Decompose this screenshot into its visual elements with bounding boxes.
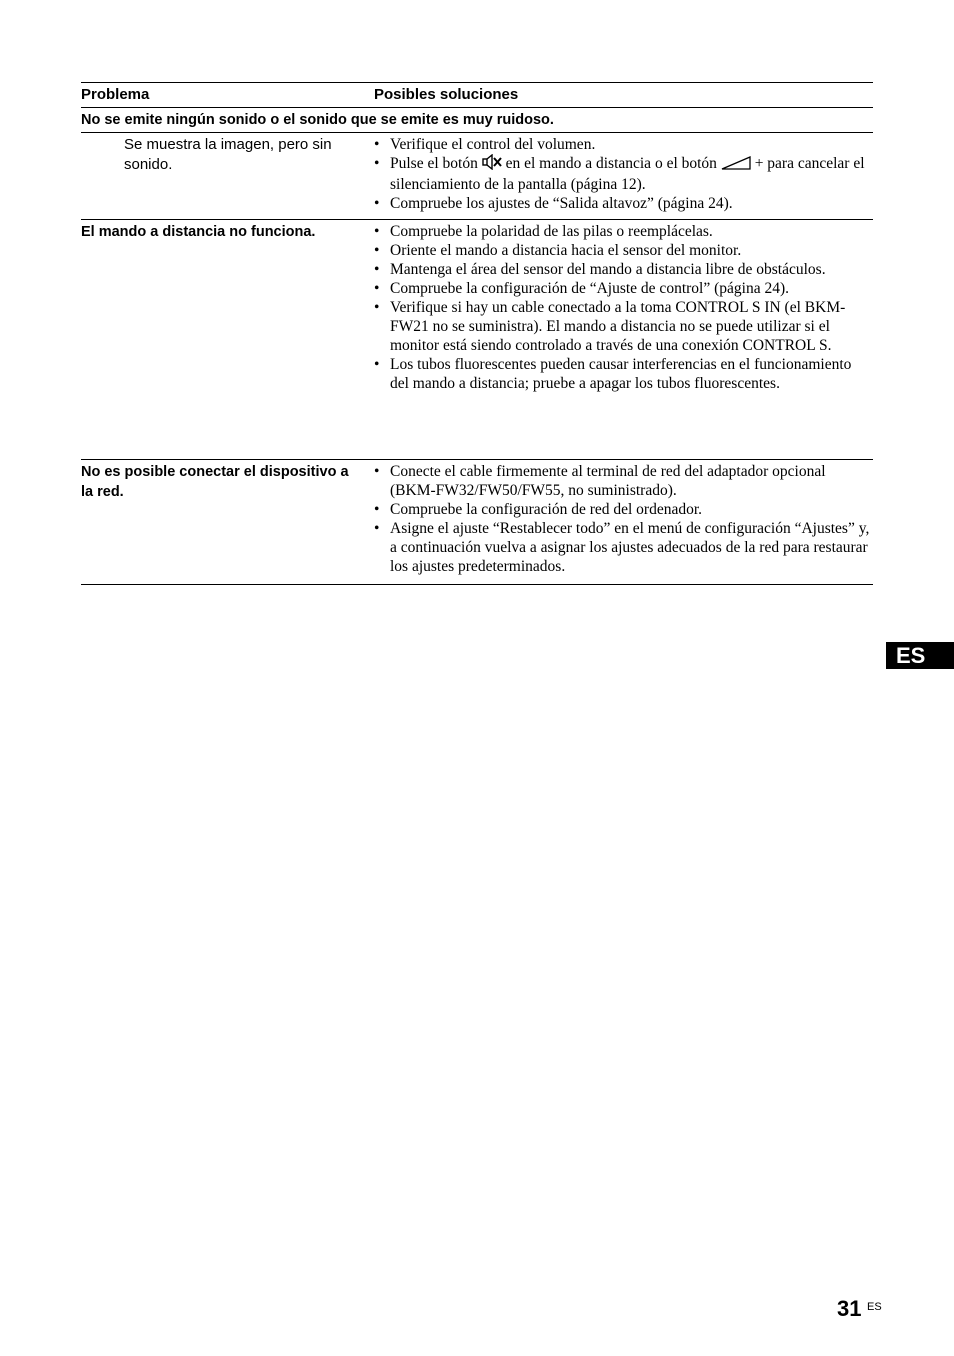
solution-item: • Compruebe la polaridad de las pilas o reemplácelas. [374, 222, 873, 241]
table-row [81, 460, 873, 584]
problem-cell: Se muestra la imagen, pero sin sonido. [124, 136, 332, 173]
page-language: ES [867, 1301, 882, 1313]
solution-text: Pulse el botón [390, 155, 478, 172]
problem-cell: No es posible conectar el dispositivo a la red. [81, 464, 349, 500]
volume-icon [721, 156, 751, 175]
language-tab: ES [886, 642, 954, 669]
mute-icon [482, 154, 502, 175]
solutions-list [374, 135, 873, 213]
table-row [81, 220, 873, 459]
table-rule-bottom [81, 584, 873, 585]
solutions-list [374, 462, 873, 576]
solution-item: • Compruebe la configuración de red del ordenador. [374, 500, 873, 519]
solution-item: • Verifique el control del volumen. [374, 135, 873, 154]
troubleshooting-table [81, 82, 873, 585]
solution-item: • Mantenga el área del sensor del mando a distancia libre de obstáculos. [374, 260, 873, 279]
solution-item: • Conecte el cable firmemente al terminal de red del adaptador opcional (BKM-FW32/FW50/FW55, no suministrado). [374, 462, 873, 500]
page-number: 31 [837, 1296, 862, 1321]
section-heading-sound: No se emite ningún sonido o el sonido que se emite es muy ruidoso. [81, 112, 554, 128]
solution-item: • Los tubos fluorescentes pueden causar interferencias en el funcionamiento del mando a distancia; pruebe a apagar los tubos fluorescentes. [374, 355, 873, 393]
solution-item: • Oriente el mando a distancia hacia el sensor del monitor. [374, 241, 873, 260]
solution-item [374, 154, 873, 194]
solution-item: • Compruebe los ajustes de “Salida altavoz” (página 24). [374, 194, 873, 213]
problem-cell: El mando a distancia no funciona. [81, 224, 316, 240]
solutions-list [374, 222, 873, 393]
solution-item: • Verifique si hay un cable conectado a la toma CONTROL S IN (el BKM-FW21 no se suministra). El mando a distancia no se puede utilizar si el monitor está siendo controlado a través de una conexión CONTROL S. [374, 298, 873, 355]
solution-item: • Compruebe la configuración de “Ajuste de control” (página 24). [374, 279, 873, 298]
table-header [81, 83, 873, 107]
solution-item: • Asigne el ajuste “Restablecer todo” en el menú de configuración “Ajustes” y, a continuación vuelva a asignar los ajustes adecuados de la red para restaurar los ajustes predeterminados. [374, 519, 873, 576]
header-problem: Problema [81, 86, 150, 103]
solution-text: + para cancelar el silenciamiento de la pantalla (página 12). [390, 155, 865, 193]
header-solutions: Posibles soluciones [374, 86, 519, 103]
table-row [81, 133, 873, 219]
solution-text: en el mando a distancia o el botón [505, 155, 717, 172]
